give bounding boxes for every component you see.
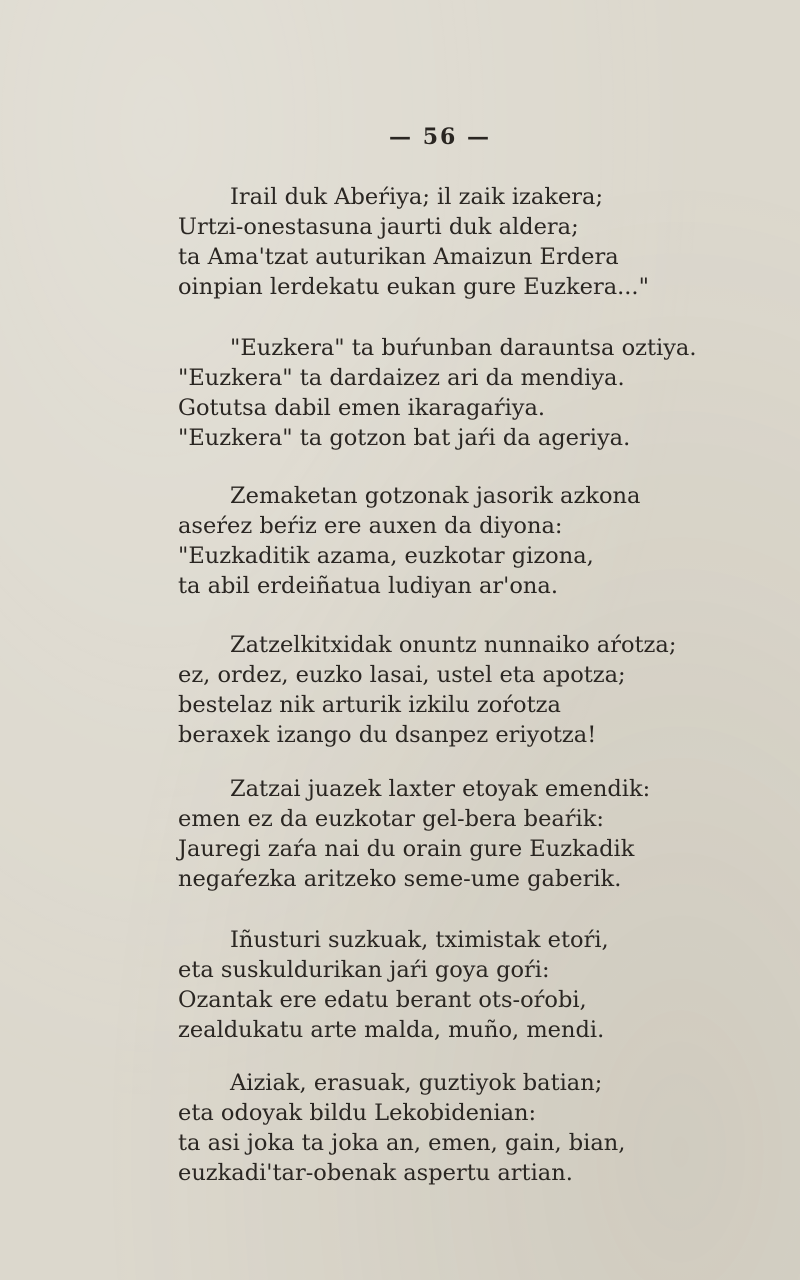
poem-line: beraxek izango du dsanpez eriyotza! <box>178 722 597 748</box>
poem-line: Aiziak, erasuak, guztiyok batian; <box>230 1070 603 1096</box>
poem-line: "Euzkera" ta gotzon bat jaŕi da ageriya. <box>178 425 631 451</box>
poem-line: negaŕezka aritzeko seme-ume gaberik. <box>178 866 622 892</box>
poem-line: euzkadi'tar-obenak aspertu artian. <box>178 1160 573 1186</box>
poem-line: ta asi joka ta joka an, emen, gain, bian, <box>178 1130 626 1156</box>
poem-line: Zatzai juazek laxter etoyak emendik: <box>230 776 651 802</box>
stanza-2 <box>178 333 738 453</box>
stanza-7 <box>178 1068 738 1188</box>
poem-line: Zemaketan gotzonak jasorik azkona <box>230 483 641 509</box>
poem-line: "Euzkera" ta buŕunban darauntsa oztiya. <box>230 335 697 361</box>
poem-line: "Euzkera" ta dardaizez ari da mendiya. <box>178 365 625 391</box>
poem-line: Irail duk Abeŕiya; il zaik izakera; <box>230 184 604 210</box>
stanza-6 <box>178 925 738 1045</box>
poem-line: Ozantak ere edatu berant ots-oŕobi, <box>178 987 587 1013</box>
poem-line: eta odoyak bildu Lekobidenian: <box>178 1100 537 1126</box>
poem-line: Iñusturi suzkuak, tximistak etoŕi, <box>230 927 609 953</box>
poem-line: bestelaz nik arturik izkilu zoŕotza <box>178 692 561 718</box>
poem-line: zealdukatu arte malda, muño, mendi. <box>178 1017 605 1043</box>
poem-line: Jauregi zaŕa nai du orain gure Euzkadik <box>178 836 635 862</box>
stanza-3 <box>178 481 738 601</box>
stanza-5 <box>178 774 738 894</box>
poem-line: aseŕez beŕiz ere auxen da diyona: <box>178 513 563 539</box>
poem-line: oinpian lerdekatu eukan gure Euzkera..." <box>178 274 649 300</box>
poem-line: ta abil erdeiñatua ludiyan ar'ona. <box>178 573 558 599</box>
stanza-4 <box>178 630 738 750</box>
poem-line: Gotutsa dabil emen ikaragaŕiya. <box>178 395 546 421</box>
poem-line: emen ez da euzkotar gel-bera beaŕik: <box>178 806 604 832</box>
poem-line: Zatzelkitxidak onuntz nunnaiko aŕotza; <box>230 632 677 658</box>
page-number: — 56 — <box>389 124 491 150</box>
poem-line: Urtzi-onestasuna jaurti duk aldera; <box>178 214 579 240</box>
stanza-1 <box>178 182 738 302</box>
poem-line: eta suskuldurikan jaŕi goya goŕi: <box>178 957 550 983</box>
poem-line: "Euzkaditik azama, euzkotar gizona, <box>178 543 594 569</box>
poem-line: ta Ama'tzat auturikan Amaizun Erdera <box>178 244 619 270</box>
poem-line: ez, ordez, euzko lasai, ustel eta apotza; <box>178 662 626 688</box>
